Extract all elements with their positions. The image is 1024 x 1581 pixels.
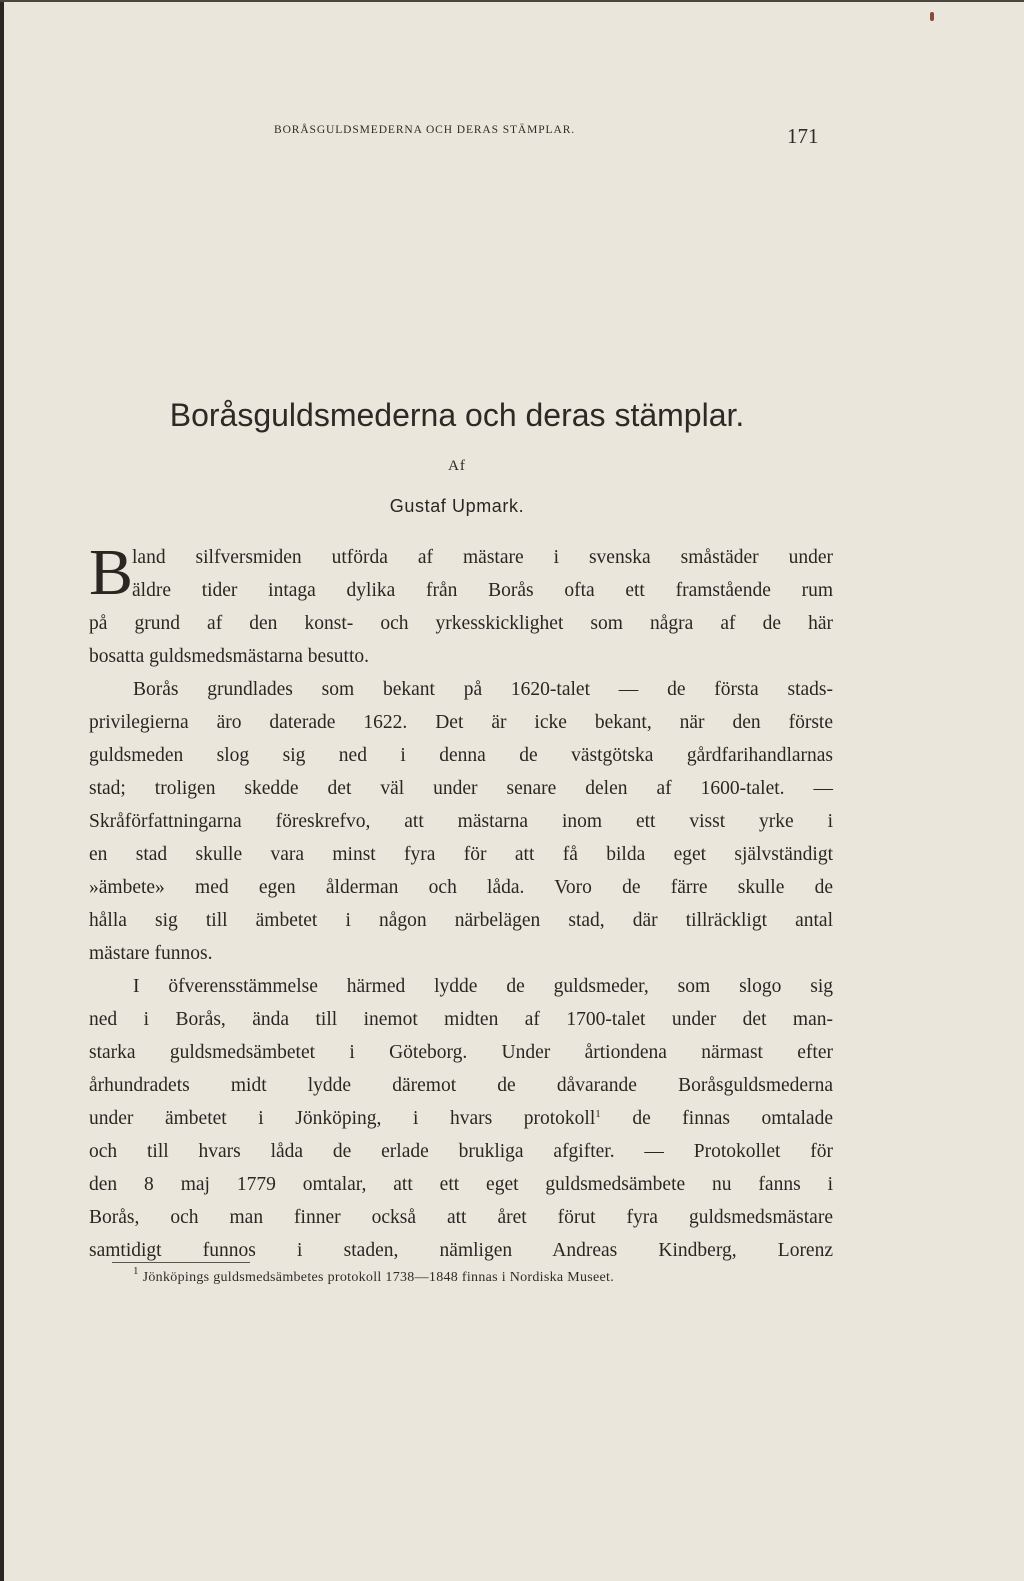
page-edge-shadow — [0, 0, 4, 1581]
text-line: hålla sig till ämbetet i någon närbelägen stad, där tillräckligt antal — [89, 910, 833, 931]
text-line: ned i Borås, ända till inemot midten af 1700-talet under det man- — [89, 1009, 833, 1030]
body-text — [89, 536, 833, 1267]
text-line: på grund af den konst- och yrkesskicklighet som några af de här — [89, 613, 833, 634]
drop-cap: B — [89, 536, 134, 609]
text-fragment: under ämbetet i Jönköping, i hvars protokoll — [89, 1108, 596, 1129]
text-line: I öfverensstämmelse härmed lydde de guldsmeder, som slogo sig — [133, 976, 833, 997]
page-number: 171 — [787, 124, 819, 148]
text-line: privilegierna äro daterade 1622. Det är icke bekant, när den förste — [89, 712, 833, 733]
text-line: land silfversmiden utförda af mästare i svenska småstäder under — [132, 547, 833, 568]
ink-speck — [930, 12, 934, 21]
text-line: Borås, och man finner också att året förut fyra guldsmedsmästare — [89, 1207, 833, 1228]
text-line: bosatta guldsmedsmästarna besutto. — [89, 646, 369, 667]
running-head: BORÅSGULDSMEDERNA OCH DERAS STÄMPLAR. — [274, 124, 576, 136]
text-line: Borås grundlades som bekant på 1620-talet — de första stads- — [133, 679, 833, 700]
text-line: och till hvars låda de erlade brukliga afgifter. — Protokollet för — [89, 1141, 833, 1162]
footnote-marker: 1 — [133, 1265, 139, 1277]
author-name: Gustaf Upmark. — [389, 496, 525, 516]
page-top-edge — [0, 0, 1024, 2]
text-line: mästare funnos. — [89, 943, 213, 964]
footnote-divider — [112, 1262, 250, 1263]
text-line: stad; troligen skedde det väl under senare delen af 1600-talet. — — [89, 778, 833, 799]
footnote-text: Jönköpings guldsmedsämbetes protokoll 1738—1848 finnas i Nordiska Museet. — [142, 1270, 615, 1285]
text-line: en stad skulle vara minst fyra för att få bilda eget självständigt — [89, 844, 833, 865]
text-line: starka guldsmedsämbetet i Göteborg. Under årtiondena närmast efter — [89, 1042, 833, 1063]
text-line: guldsmeden slog sig ned i denna de västgötska gårdfarihandlarnas — [89, 745, 833, 766]
byline-prefix: Af — [448, 458, 466, 474]
text-line: den 8 maj 1779 omtalar, att ett eget guldsmedsämbete nu fanns i — [89, 1174, 833, 1195]
text-line: äldre tider intaga dylika från Borås ofta ett framstående rum — [132, 580, 833, 601]
text-line: århundradets midt lydde däremot de dåvarande Boråsguldsmederna — [89, 1075, 833, 1096]
text-line-with-footnote — [89, 1102, 833, 1135]
footnote — [133, 1265, 833, 1286]
text-line: Skråförfattningarna föreskrefvo, att mästarna inom ett visst yrke i — [89, 811, 833, 832]
article-title: Boråsguldsmederna och deras stämplar. — [169, 397, 745, 433]
text-line: »ämbete» med egen ålderman och låda. Voro de färre skulle de — [89, 877, 833, 898]
text-line: samtidigt funnos i staden, nämligen Andreas Kindberg, Lorenz — [89, 1240, 833, 1261]
footnote-marker: 1 — [595, 1108, 601, 1120]
text-fragment: de finnas omtalade — [600, 1108, 833, 1129]
